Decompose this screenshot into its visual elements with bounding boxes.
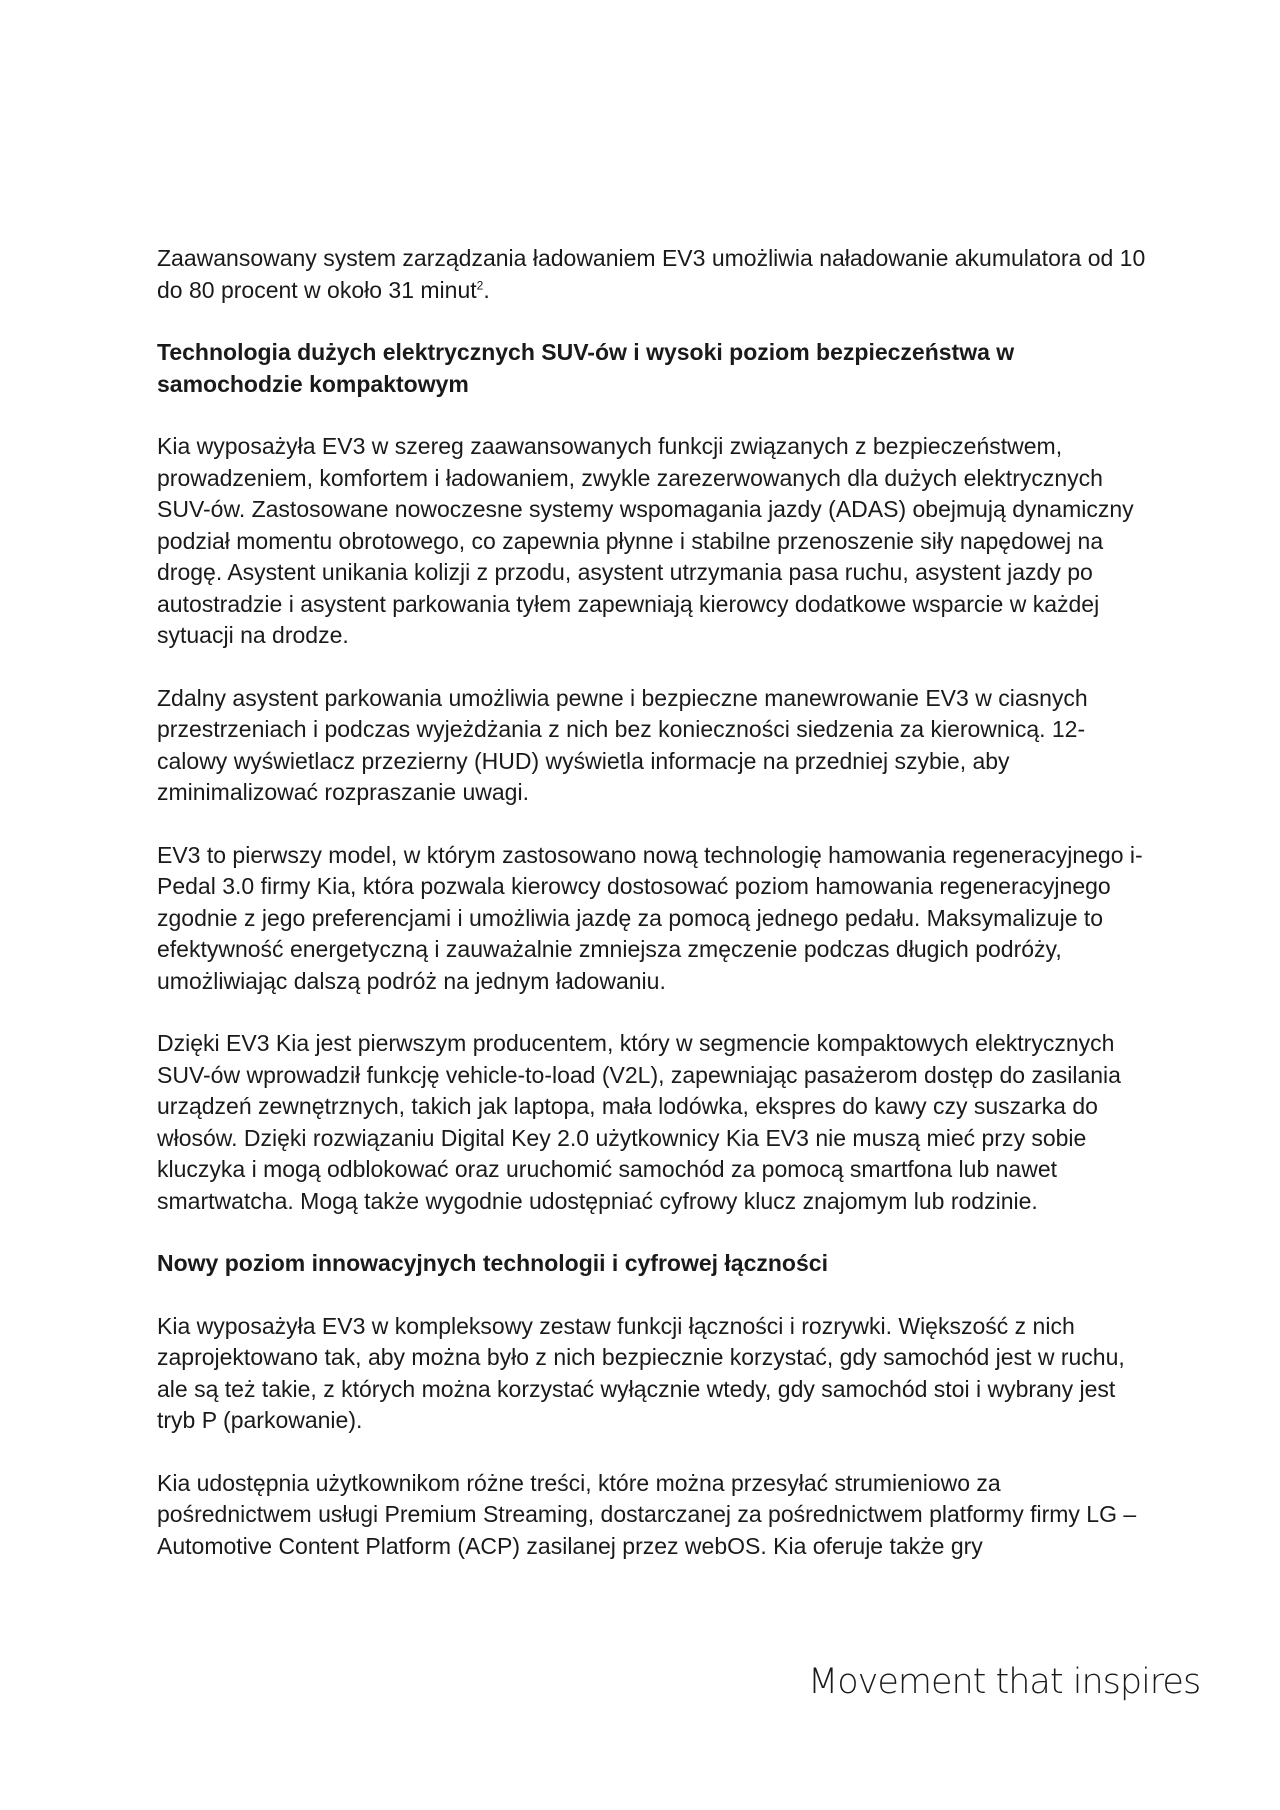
paragraph-charging-end: . xyxy=(483,276,490,303)
footer-tagline: Movement that inspires xyxy=(808,1662,1201,1702)
footnote-ref-2: 2 xyxy=(476,277,484,292)
section-heading-suv-technology: Technologia dużych elektrycznych SUV-ów i wysoki poziom bezpieczeństwa w samochodzie kompaktowym xyxy=(157,339,1015,397)
paragraph-remote-parking: Zdalny asystent parkowania umożliwia pewne i bezpieczne manewrowanie EV3 w ciasnych przestrzeniach i podczas wyjeżdżania z nich bez konieczności siedzenia za kierownicą. 12-calowy wyświetlacz przezierny (HUD) wyświetla informacje na przedniej szybie, aby zminimalizować rozpraszanie uwagi. xyxy=(157,684,1088,805)
paragraph-charging xyxy=(157,243,1147,306)
paragraph-infotainment: Kia wyposażyła EV3 w kompleksowy zestaw funkcji łączności i rozrywki. Większość z nich zaprojektowano tak, aby można było z nich bezpiecznie korzystać, gdy samochód jest w ruchu, ale są też takie, z których można korzystać wyłącznie wtedy, gdy samochód stoi i wybrany jest tryb P (parkowanie). xyxy=(157,1312,1125,1433)
paragraph-adas: Kia wyposażyła EV3 w szereg zaawansowanych funkcji związanych z bezpieczeństwem, prowadzeniem, komfortem i ładowaniem, zwykle zarezerwowanych dla dużych elektrycznych SUV-ów. Zastosowane nowoczesne systemy wspomagania jazdy (ADAS) obejmują dynamiczny podział momentu obrotowego, co zapewnia płynne i stabilne przenoszenie siły napędowej na drogę. Asystent unikania kolizji z przodu, asystent utrzymania pasa ruchu, asystent jazdy po autostradzie i asystent parkowania tyłem zapewniają kierowcy dodatkowe wsparcie w każdej sytuacji na drodze. xyxy=(157,433,1134,648)
document-body xyxy=(157,243,1147,1593)
paragraph-premium-streaming: Kia udostępnia użytkownikom różne treści, które można przesyłać strumieniowo za pośrednictwem usługi Premium Streaming, dostarczanej za pośrednictwem platformy firmy LG – Automotive Content Platform (ACP) zasilanej przez webOS. Kia oferuje także gry xyxy=(157,1469,1137,1559)
paragraph-i-pedal: EV3 to pierwszy model, w którym zastosowano nową technologię hamowania regeneracyjnego i-Pedal 3.0 firmy Kia, która pozwala kierowcy dostosować poziom hamowania regeneracyjnego zgodnie z jego preferencjami i umożliwia jazdę za pomocą jednego pedału. Maksymalizuje to efektywność energetyczną i zauważalnie zmniejsza zmęczenie podczas długich podróży, umożliwiając dalszą podróż na jednym ładowaniu. xyxy=(157,841,1143,994)
section-heading-connectivity: Nowy poziom innowacyjnych technologii i cyfrowej łączności xyxy=(157,1250,828,1276)
paragraph-v2l-digital-key: Dzięki EV3 Kia jest pierwszym producentem, który w segmencie kompaktowych elektrycznych SUV-ów wprowadził funkcję vehicle-to-load (V2L), zapewniając pasażerom dostęp do zasilania urządzeń zewnętrznych, takich jak laptopa, mała lodówka, ekspres do kawy czy suszarka do włosów. Dzięki rozwiązaniu Digital Key 2.0 użytkownicy Kia EV3 nie muszą mieć przy sobie kluczyka i mogą odblokować oraz uruchomić samochód za pomocą smartfona lub nawet smartwatcha. Mogą także wygodnie udostępniać cyfrowy klucz znajomym lub rodzinie. xyxy=(157,1030,1121,1214)
paragraph-charging-text: Zaawansowany system zarządzania ładowaniem EV3 umożliwia naładowanie akumulatora od 10 do 80 procent w około 31 minut xyxy=(157,245,1146,303)
